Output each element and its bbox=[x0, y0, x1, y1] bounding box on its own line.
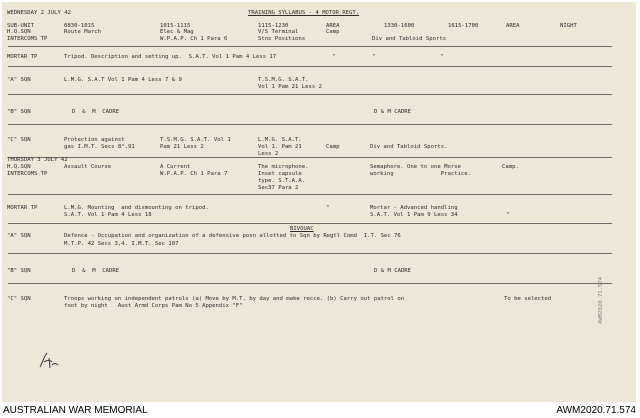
col-area: AREA bbox=[326, 23, 340, 29]
cell: To be selected bbox=[504, 296, 552, 302]
cell: Camp bbox=[326, 29, 340, 35]
ditto-mark: " bbox=[326, 205, 330, 211]
cell: D & M CADRE bbox=[374, 268, 412, 274]
row-divider bbox=[8, 283, 612, 284]
cell: D & M CADRE bbox=[72, 268, 120, 274]
cell: Defence - Occupation and organization of a defensive posn allotted to Sqn by Regtl Comd I.T. Sec 76 bbox=[64, 233, 401, 239]
cell: Elec & Mag bbox=[160, 29, 194, 35]
cell: V/S Terminal bbox=[258, 29, 299, 35]
row-divider bbox=[8, 66, 612, 67]
col-1015: 1015-1115 bbox=[160, 23, 191, 29]
accession-stamp: AWM2020.71.574 bbox=[598, 276, 604, 324]
cell: W.P.A.P. Ch 1 Para 6 bbox=[160, 36, 228, 42]
row-divider bbox=[8, 223, 612, 224]
cell: gas I.M.T. Secs 8°,91 bbox=[64, 144, 135, 150]
cell: Sec37 Para 2 bbox=[258, 185, 299, 191]
row-unit-sub: INTERCOMS TP bbox=[7, 171, 48, 177]
row-unit: "A" SQN bbox=[7, 77, 31, 83]
cell: foot by night Aust Armd Corps Pam No 5 Appendix "F" bbox=[64, 303, 243, 309]
ditto-mark: " bbox=[332, 54, 336, 60]
bivouac-label: BIVOUAC bbox=[290, 226, 314, 232]
row-unit: "C" SQN bbox=[7, 137, 31, 143]
col-1615: 1615-1700 bbox=[448, 23, 479, 29]
ditto-mark: " bbox=[440, 54, 444, 60]
cell: Less 2 bbox=[258, 151, 279, 157]
cell: D & M CADRE bbox=[374, 109, 412, 115]
cell: Protection against bbox=[64, 137, 125, 143]
row-divider bbox=[8, 253, 612, 254]
page-title: TRAINING SYLLABUS - 4 MOTOR REGT. bbox=[248, 10, 360, 16]
row-divider bbox=[8, 46, 612, 47]
row-unit: "A" SQN bbox=[7, 233, 31, 239]
cell: Semaphore. One to one Morse bbox=[370, 164, 461, 170]
cell: D & M CADRE bbox=[72, 109, 120, 115]
col-0830: 0830-1015 bbox=[64, 23, 95, 29]
row-unit: MORTAR TP bbox=[7, 205, 38, 211]
cell: Assault Course bbox=[64, 164, 112, 170]
col-area-2: AREA bbox=[506, 23, 520, 29]
cell: L.M.G. S.A.T. bbox=[258, 137, 302, 143]
cell: Troops working on independent patrols (a) Move by M.T. by day and make recce. (b) Carry out patrol on bbox=[64, 296, 405, 302]
row-divider bbox=[8, 194, 612, 195]
cell: Vol 1 Pam 21 Less 2 bbox=[258, 84, 322, 90]
cell: S.A.T. Vol 1 Pam 4 Less 18 bbox=[64, 212, 152, 218]
row-divider bbox=[8, 124, 612, 125]
footer-bar bbox=[0, 404, 640, 418]
cell: S.A.T. Vol 1 Pam 9 Less 34 bbox=[370, 212, 458, 218]
cell: T.S.M.G. S.A.T. Vol 1 bbox=[160, 137, 231, 143]
cell: A Current bbox=[160, 164, 191, 170]
row-unit: H.Q.SQN bbox=[7, 164, 31, 170]
cell: The microphone. bbox=[258, 164, 309, 170]
syllabus-card bbox=[2, 2, 636, 402]
cell: Tripod. Description and setting up. S.A.T. Vol 1 Pam 4 Less 17 bbox=[64, 54, 277, 60]
row-unit-sub: INTERCOMS TP bbox=[7, 36, 48, 42]
handwritten-initials bbox=[38, 351, 60, 371]
cell: Inset capsule bbox=[258, 171, 302, 177]
cell: Pam 21 Less 2 bbox=[160, 144, 204, 150]
cell: Vol 1. Pam 21 bbox=[258, 144, 302, 150]
col-1330: 1330-1600 bbox=[384, 23, 415, 29]
cell: Route March bbox=[64, 29, 102, 35]
cell: Div and Tabloid Sports. bbox=[370, 144, 448, 150]
cell: W.P.A.P. Ch 1 Para 7 bbox=[160, 171, 228, 177]
cell: Camp. bbox=[502, 164, 519, 170]
ditto-mark: " bbox=[506, 212, 510, 218]
row-unit: "B" SQN bbox=[7, 109, 31, 115]
cell: L.M.G. Mounting and dismounting on tripod. bbox=[64, 205, 209, 211]
col-sub-unit: SUB-UNIT bbox=[7, 23, 34, 29]
row-unit: H.Q.SQN bbox=[7, 29, 31, 35]
row-unit: MORTAR TP bbox=[7, 54, 38, 60]
cell: Div and Tabloid Sports bbox=[372, 36, 447, 42]
date-heading: THURSDAY 3 JULY 42 bbox=[7, 157, 68, 163]
footer-id: AWM2020.71.574 bbox=[556, 405, 636, 416]
cell: Camp bbox=[326, 144, 340, 150]
cell: T.S.M.G. S.A.T. bbox=[258, 77, 309, 83]
col-1115: 1115-1230 bbox=[258, 23, 289, 29]
col-night: NIGHT bbox=[560, 23, 577, 29]
row-divider bbox=[8, 94, 612, 95]
footer-source: AUSTRALIAN WAR MEMORIAL bbox=[3, 405, 148, 416]
row-unit: "C" SQN bbox=[7, 296, 31, 302]
cell: M.T.P. 42 Secs 3,4. I.M.T. Sec 107 bbox=[64, 241, 179, 247]
day-divider bbox=[8, 157, 612, 158]
cell: working Practice. bbox=[370, 171, 472, 177]
cell: type. S.T.A.A. bbox=[258, 178, 306, 184]
cell: Stns Positions bbox=[258, 36, 306, 42]
cell: L.M.G. S.A.T Vol 1 Pam 4 Less 7 & 9 bbox=[64, 77, 182, 83]
row-unit: "B" SQN bbox=[7, 268, 31, 274]
date-heading: WEDNESDAY 2 JULY 42 bbox=[7, 10, 71, 16]
cell: Mortar - Advanced handling bbox=[370, 205, 458, 211]
ditto-mark: " bbox=[372, 54, 376, 60]
